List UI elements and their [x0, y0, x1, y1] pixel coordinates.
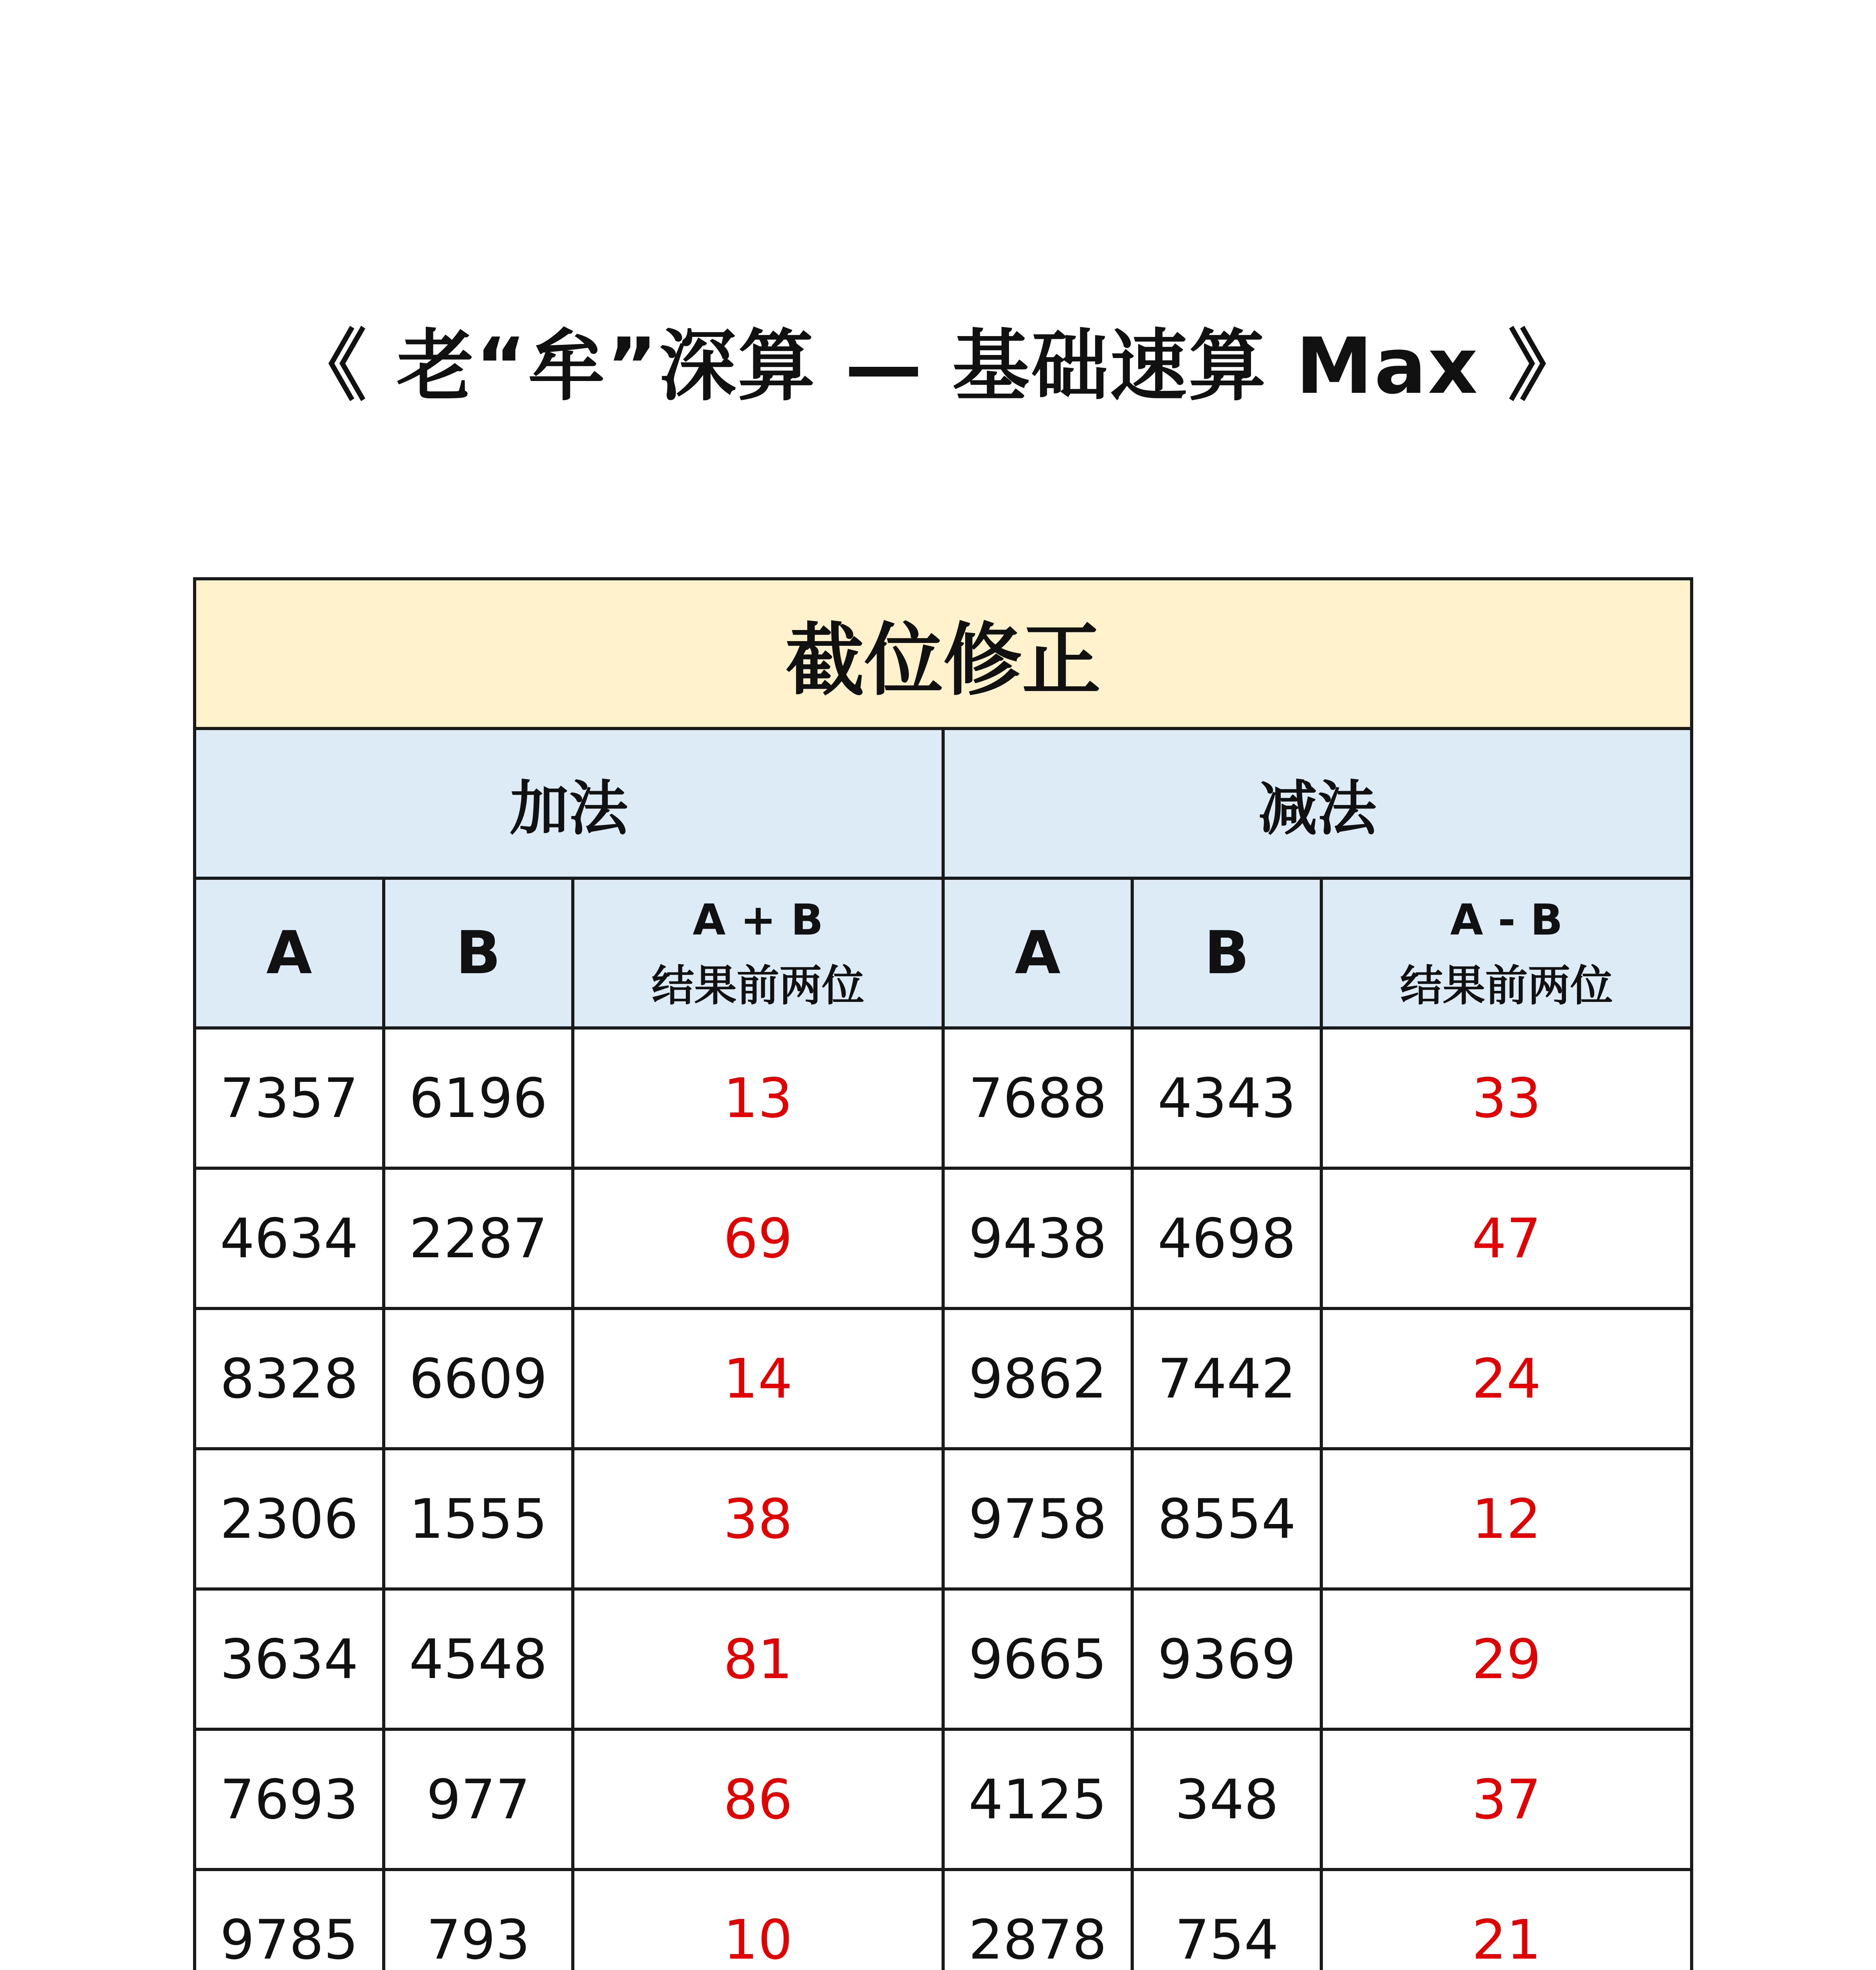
sub-a-cell: 2878: [943, 1870, 1132, 1970]
add-b-cell: 977: [384, 1729, 573, 1870]
sub-result-cell: 29: [1321, 1589, 1692, 1729]
sub-b-cell: 8554: [1132, 1449, 1321, 1589]
column-header-sub-b: B: [1132, 878, 1321, 1028]
add-a-cell: 2306: [195, 1449, 384, 1589]
sub-result-cell: 37: [1321, 1729, 1692, 1870]
sub-a-cell: 9438: [943, 1168, 1132, 1308]
table-row: [195, 1870, 1692, 1970]
add-b-cell: 1555: [384, 1449, 573, 1589]
sub-result-cell: 24: [1321, 1308, 1692, 1449]
sub-b-cell: 754: [1132, 1870, 1321, 1970]
table-row: [195, 1028, 1692, 1168]
column-header-add-a: A: [195, 878, 384, 1028]
sub-a-cell: 7688: [943, 1028, 1132, 1168]
sub-a-cell: 9758: [943, 1449, 1132, 1589]
add-b-cell: 4548: [384, 1589, 573, 1729]
sub-b-cell: 348: [1132, 1729, 1321, 1870]
column-header-sub-formula: A - B: [1450, 895, 1563, 945]
add-b-cell: 6609: [384, 1308, 573, 1449]
section-row: [195, 729, 1692, 878]
add-b-cell: 793: [384, 1870, 573, 1970]
table-row: [195, 1168, 1692, 1308]
column-header-sub-result: [1321, 878, 1692, 1028]
column-header-sub-caption: 结果前两位: [1400, 961, 1613, 1011]
add-result-cell: 69: [573, 1168, 943, 1308]
column-header-add-formula: A + B: [693, 895, 823, 945]
add-result-cell: 38: [573, 1449, 943, 1589]
sub-result-cell: 33: [1321, 1028, 1692, 1168]
table-row: [195, 1449, 1692, 1589]
column-header-sub-a: A: [943, 878, 1132, 1028]
add-a-cell: 3634: [195, 1589, 384, 1729]
page-title: 《 老“牟”深算 — 基础速算 Max 》: [289, 322, 1587, 411]
add-a-cell: 8328: [195, 1308, 384, 1449]
column-header-add-caption: 结果前两位: [651, 961, 864, 1011]
sub-b-cell: 4698: [1132, 1168, 1321, 1308]
add-a-cell: 7357: [195, 1028, 384, 1168]
add-result-cell: 81: [573, 1589, 943, 1729]
column-header-add-b: B: [384, 878, 573, 1028]
add-b-cell: 6196: [384, 1028, 573, 1168]
add-b-cell: 2287: [384, 1168, 573, 1308]
sub-result-cell: 47: [1321, 1168, 1692, 1308]
add-result-cell: 10: [573, 1870, 943, 1970]
add-a-cell: 4634: [195, 1168, 384, 1308]
table-row: [195, 1308, 1692, 1449]
sub-b-cell: 4343: [1132, 1028, 1321, 1168]
table-row: [195, 1589, 1692, 1729]
sub-result-cell: 12: [1321, 1449, 1692, 1589]
add-result-cell: 14: [573, 1308, 943, 1449]
banner-row: [195, 579, 1692, 729]
table-banner: 截位修正: [195, 579, 1692, 729]
section-header-addition: 加法: [195, 729, 943, 878]
add-result-cell: 86: [573, 1729, 943, 1870]
sub-b-cell: 9369: [1132, 1589, 1321, 1729]
add-result-cell: 13: [573, 1028, 943, 1168]
sub-b-cell: 7442: [1132, 1308, 1321, 1449]
table-row: [195, 1729, 1692, 1870]
sub-a-cell: 9665: [943, 1589, 1132, 1729]
add-a-cell: 9785: [195, 1870, 384, 1970]
column-header-add-result: [573, 878, 943, 1028]
sub-a-cell: 9862: [943, 1308, 1132, 1449]
column-header-row: [195, 878, 1692, 1028]
drill-table: [193, 577, 1693, 1970]
section-header-subtraction: 减法: [943, 729, 1692, 878]
sub-result-cell: 21: [1321, 1870, 1692, 1970]
add-a-cell: 7693: [195, 1729, 384, 1870]
sub-a-cell: 4125: [943, 1729, 1132, 1870]
